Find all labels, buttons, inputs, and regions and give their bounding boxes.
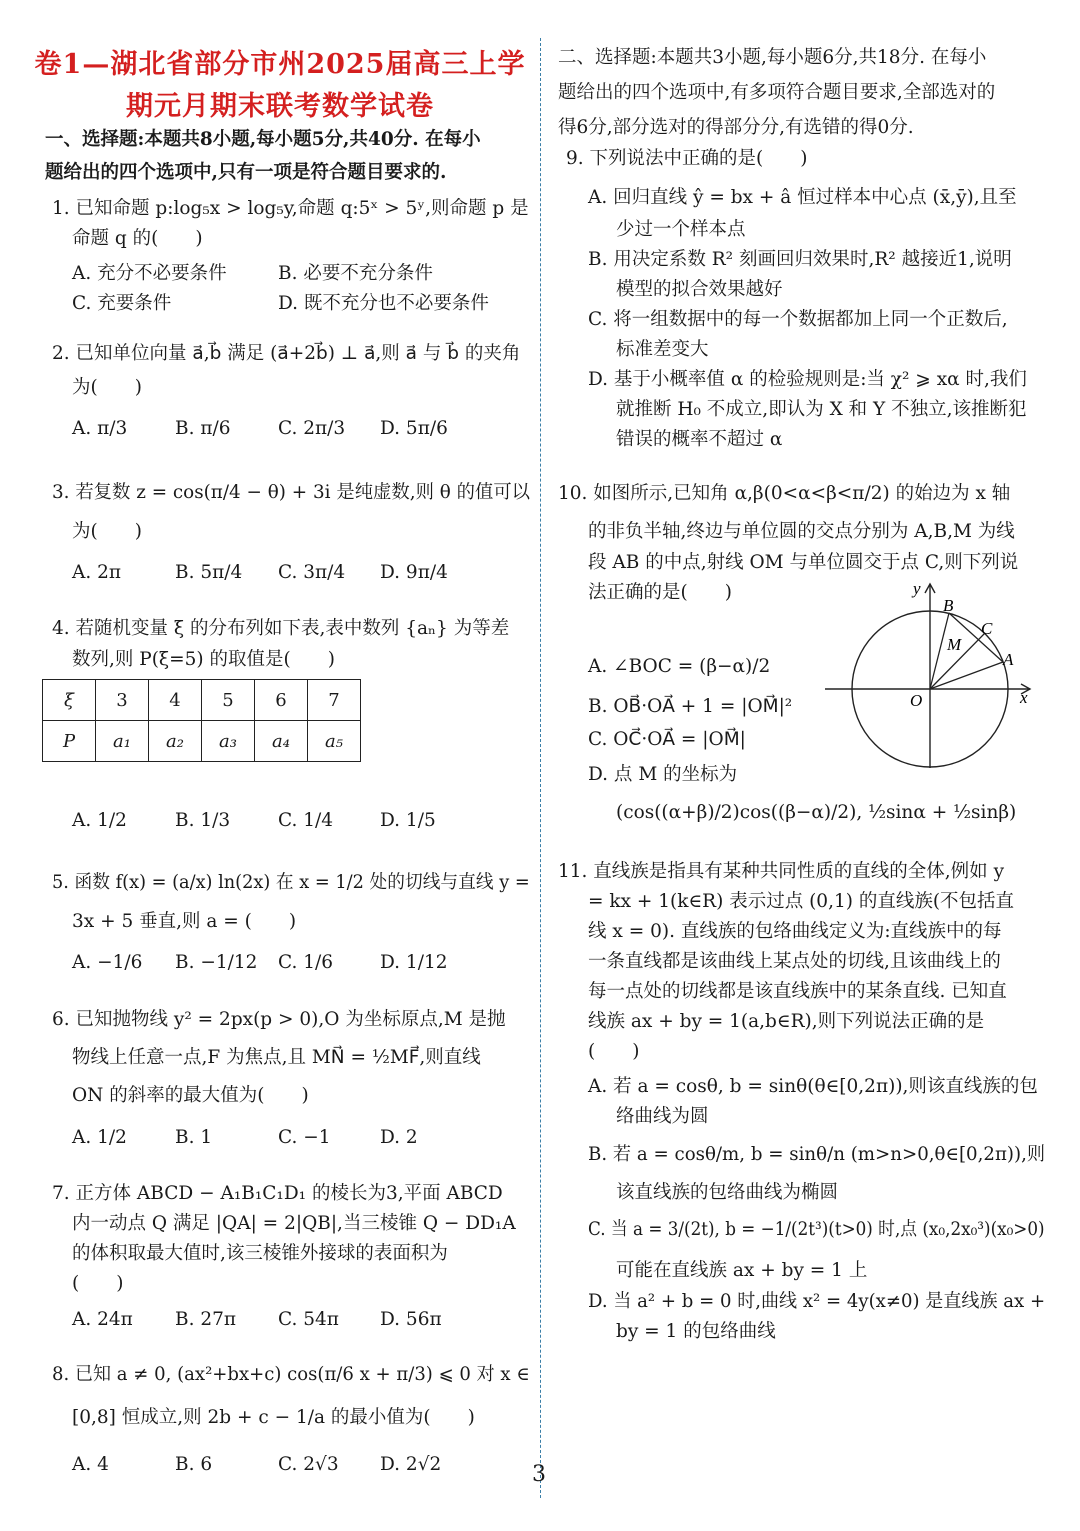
unit-circle-figure (825, 580, 1040, 770)
right-text-line: 络曲线为圆 (616, 1106, 709, 1127)
right-text-line: C. 将一组数据中的每一个数据都加上同一个正数后, (588, 309, 1008, 330)
right-text-line: 的非负半轴,终边与单位圆的交点分别为 A,B,M 为线 (588, 521, 1015, 542)
left-text-line: 为( ) (72, 521, 142, 542)
table-cell: 7 (308, 680, 361, 721)
left-text-line: 为( ) (72, 377, 142, 398)
right-text-line: A. ∠BOC = (β−α)/2 (588, 656, 771, 677)
label-o: O (910, 691, 923, 710)
label-m: M (947, 635, 962, 654)
left-text-line: C. 2√3 (278, 1454, 339, 1475)
label-c: C (981, 619, 993, 638)
page-number: 3 (532, 1462, 546, 1487)
right-text-line: B. OB⃗·OA⃗ + 1 = |OM⃗|² (588, 696, 793, 717)
left-text-line: C. 充要条件 (72, 293, 172, 314)
left-text-line: D. 1/12 (380, 952, 448, 973)
right-text-line: 段 AB 的中点,射线 OM 与单位圆交于点 C,则下列说 (588, 552, 1019, 573)
left-text-line: ( ) (72, 1273, 124, 1294)
left-text-line: ON 的斜率的最大值为( ) (72, 1085, 309, 1106)
left-text-line: B. 1/3 (175, 810, 231, 831)
left-text-line: B. 6 (175, 1454, 213, 1475)
right-text-line: 错误的概率不超过 α (616, 429, 783, 450)
left-text-line: A. 1/2 (72, 1127, 127, 1148)
right-text-line: D. 基于小概率值 α 的检验规则是:当 χ² ⩾ xα 时,我们 (588, 369, 1027, 390)
table-cell: 4 (149, 680, 202, 721)
left-text-line: C. 3π/4 (278, 562, 346, 583)
right-text-line: 一条直线都是该曲线上某点处的切线,且该曲线上的 (588, 951, 1001, 972)
left-text-line: D. 既不充分也不必要条件 (278, 293, 489, 314)
left-text-line: D. 2√2 (380, 1454, 442, 1475)
left-text-line: B. −1/12 (175, 952, 258, 973)
left-text-line: B. 5π/4 (175, 562, 243, 583)
table-cell: a₃ (202, 721, 255, 762)
left-text-line: B. π/6 (175, 418, 231, 439)
left-text-line: A. −1/6 (72, 952, 143, 973)
left-text-line: D. 2 (380, 1127, 418, 1148)
right-text-line: 每一点处的切线都是该直线族中的某条直线. 已知直 (588, 981, 1007, 1002)
right-text-line: 得6分,部分选对的得部分分,有选错的得0分. (558, 117, 914, 138)
left-text-line: C. 1/4 (278, 810, 334, 831)
distribution-table (42, 679, 361, 762)
label-y: y (913, 580, 921, 598)
right-text-line: ( ) (588, 1041, 640, 1062)
ray-oa (930, 662, 1003, 689)
right-text-line: 题给出的四个选项中,有多项符合题目要求,全部选对的 (558, 82, 996, 103)
right-text-line: A. 回归直线 ŷ = bx + â 恒过样本中心点 (x̄,ȳ),且至 (588, 187, 1017, 208)
left-text-line: 3x + 5 垂直,则 a = ( ) (72, 911, 297, 932)
left-text-line: [0,8] 恒成立,则 2b + c − 1/a 的最小值为( ) (72, 1407, 475, 1428)
table-row-xi (43, 680, 361, 721)
left-text-line: 命题 q 的( ) (72, 228, 203, 249)
left-text-line: A. 充分不必要条件 (72, 263, 227, 284)
table-cell: a₅ (308, 721, 361, 762)
right-text-line: 11. 直线族是指具有某种共同性质的直线的全体,例如 y (558, 861, 1005, 882)
left-text-line: D. 1/5 (380, 810, 436, 831)
right-text-line: 就推断 H₀ 不成立,即认为 X 和 Y 不独立,该推断犯 (616, 399, 1027, 420)
left-text-line: 7. 正方体 ABCD − A₁B₁C₁D₁ 的棱长为3,平面 ABCD (52, 1183, 503, 1204)
right-text-line: C. OC⃗·OA⃗ = |OM⃗| (588, 729, 746, 750)
label-x: x (1020, 688, 1028, 707)
right-text-line: A. 若 a = cosθ, b = sinθ(θ∈[0,2π)),则该直线族的包 (588, 1076, 1038, 1097)
table-cell: a₄ (255, 721, 308, 762)
table-cell: 6 (255, 680, 308, 721)
right-text-line: 该直线族的包络曲线为椭圆 (616, 1182, 839, 1203)
right-text-line: 线 x = 0). 直线族的包络曲线定义为:直线族中的每 (588, 921, 1002, 942)
left-text-line: B. 必要不充分条件 (278, 263, 433, 284)
page-title-line2: 期元月期末联考数学试卷 (126, 91, 434, 122)
left-text-line: D. 56π (380, 1309, 442, 1330)
page-title-line1: 卷1—湖北省部分市州2025届高三上学 (34, 49, 526, 80)
right-text-line: 线族 ax + by = 1(a,b∈R),则下列说法正确的是 (588, 1011, 985, 1032)
left-text-line: 8. 已知 a ≠ 0, (ax²+bx+c) cos(π/6 x + π/3) ⩽ 0 对 x ∈ (52, 1364, 530, 1385)
table-header-p: P (43, 721, 96, 762)
right-text-line: 少过一个样本点 (616, 219, 746, 240)
left-text-line: 题给出的四个选项中,只有一项是符合题目要求的. (45, 162, 447, 183)
table-header-xi: ξ (43, 680, 96, 721)
left-text-line: C. −1 (278, 1127, 331, 1148)
left-text-line: 1. 已知命题 p:log₅x > log₅y,命题 q:5ˣ > 5ʸ,则命题 p 是 (52, 198, 529, 219)
label-b: B (943, 596, 954, 615)
left-text-line: 2. 已知单位向量 a⃗,b⃗ 满足 (a⃗+2b⃗) ⊥ a⃗,则 a⃗ 与 b⃗ 的夹角 (52, 343, 521, 364)
right-text-line: (cos((α+β)/2)cos((β−α)/2), ½sinα + ½sinβ) (616, 802, 1017, 823)
left-text-line: B. 27π (175, 1309, 237, 1330)
left-text-line: D. 9π/4 (380, 562, 448, 583)
right-text-line: 法正确的是( ) (588, 582, 732, 603)
right-text-line: by = 1 的包络曲线 (616, 1321, 776, 1342)
left-text-line: A. 4 (72, 1454, 109, 1475)
left-text-line: C. 1/6 (278, 952, 334, 973)
left-text-line: C. 2π/3 (278, 418, 346, 439)
left-text-line: A. π/3 (72, 418, 128, 439)
right-text-line: D. 当 a² + b = 0 时,曲线 x² = 4y(x≠0) 是直线族 ax + (588, 1291, 1046, 1312)
right-text-line: B. 用决定系数 R² 刻画回归效果时,R² 越接近1,说明 (588, 249, 1012, 270)
label-a: A (1003, 650, 1014, 669)
left-text-line: A. 2π (72, 562, 122, 583)
column-divider (540, 38, 541, 1498)
right-text-line: 模型的拟合效果越好 (616, 279, 783, 300)
left-text-line: 一、选择题:本题共8小题,每小题5分,共40分. 在每小 (45, 129, 481, 150)
left-text-line: C. 54π (278, 1309, 339, 1330)
table-cell: 5 (202, 680, 255, 721)
left-text-line: 6. 已知抛物线 y² = 2px(p > 0),O 为坐标原点,M 是抛 (52, 1009, 506, 1030)
left-text-line: 3. 若复数 z = cos(π/4 − θ) + 3i 是纯虚数,则 θ 的值可以 (52, 482, 531, 503)
right-text-line: 9. 下列说法中正确的是( ) (566, 148, 808, 169)
right-text-line: 可能在直线族 ax + by = 1 上 (616, 1260, 868, 1281)
table-cell: a₂ (149, 721, 202, 762)
right-text-line: B. 若 a = cosθ/m, b = sinθ/n (m>n>0,θ∈[0,2π)),则 (588, 1144, 1046, 1165)
left-text-line: 4. 若随机变量 ξ 的分布列如下表,表中数列 {aₙ} 为等差 (52, 618, 510, 639)
table-cell: a₁ (96, 721, 149, 762)
right-text-line: 10. 如图所示,已知角 α,β(0<α<β<π/2) 的始边为 x 轴 (558, 483, 1011, 504)
left-text-line: B. 1 (175, 1127, 213, 1148)
left-text-line: A. 24π (72, 1309, 133, 1330)
table-row-p (43, 721, 361, 762)
left-text-line: 5. 函数 f(x) = (a/x) ln(2x) 在 x = 1/2 处的切线与直线 y = (52, 872, 530, 893)
left-text-line: 内一动点 Q 满足 |QA| = 2|QB|,当三棱锥 Q − DD₁A (72, 1213, 516, 1234)
right-text-line: D. 点 M 的坐标为 (588, 764, 738, 785)
right-text-line: C. 当 a = 3/(2t), b = −1/(2t³)(t>0) 时,点 (x₀,2x₀³)(x₀>0) (588, 1219, 1045, 1240)
left-text-line: 的体积取最大值时,该三棱锥外接球的表面积为 (72, 1243, 448, 1264)
left-text-line: D. 5π/6 (380, 418, 448, 439)
right-text-line: 标准差变大 (616, 339, 709, 360)
right-text-line: = kx + 1(k∈R) 表示过点 (0,1) 的直线族(不包括直 (588, 891, 1015, 912)
right-text-line: 二、选择题:本题共3小题,每小题6分,共18分. 在每小 (558, 47, 987, 68)
left-text-line: A. 1/2 (72, 810, 127, 831)
table-cell: 3 (96, 680, 149, 721)
left-text-line: 数列,则 P(ξ=5) 的取值是( ) (72, 649, 335, 670)
left-text-line: 物线上任意一点,F 为焦点,且 MN⃗ = ½MF⃗,则直线 (72, 1047, 481, 1068)
